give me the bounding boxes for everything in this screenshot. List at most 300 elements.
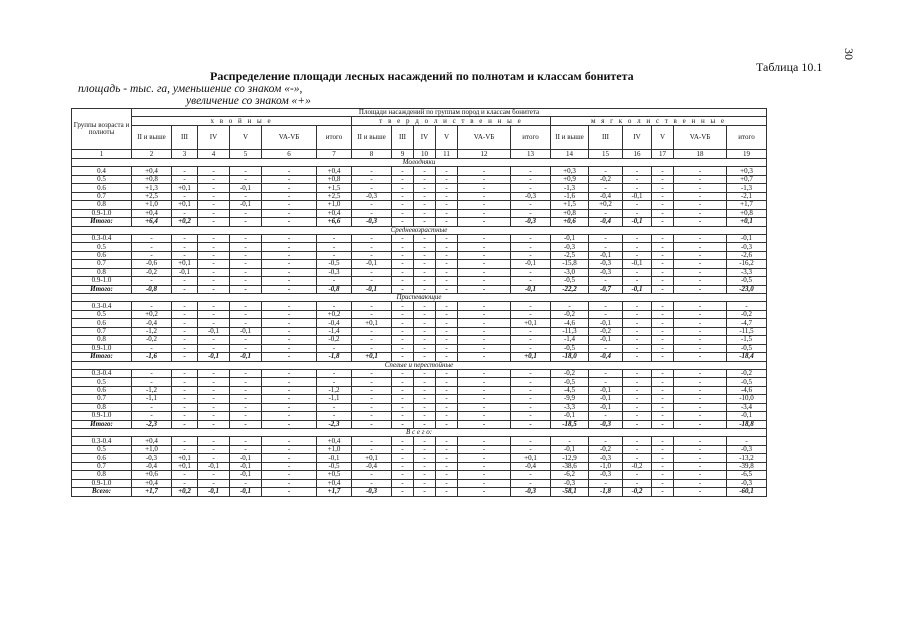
table-cell: - [198, 209, 230, 217]
total-cell: - [262, 488, 317, 496]
table-cell: - [674, 234, 727, 242]
table-cell: - [352, 445, 392, 453]
table-cell: - [652, 310, 674, 318]
table-cell: - [652, 386, 674, 394]
table-cell: - [172, 437, 198, 445]
table-cell: - [652, 167, 674, 175]
table-cell: - [674, 251, 727, 259]
table-cell: - [674, 344, 727, 352]
table-cell: +0,5 [317, 471, 352, 479]
total-cell: - [414, 353, 436, 361]
table-cell: - [317, 344, 352, 352]
row-label: 0.7 [72, 462, 132, 470]
table-cell: - [392, 471, 414, 479]
total-cell: -0,1 [352, 285, 392, 293]
table-cell: - [414, 412, 436, 420]
total-cell: - [352, 420, 392, 428]
table-cell: - [172, 344, 198, 352]
table-cell: - [674, 268, 727, 276]
table-cell: - [414, 462, 436, 470]
table-row [72, 251, 767, 259]
total-label: Итого: [72, 420, 132, 428]
table-cell: - [414, 175, 436, 183]
table-cell: - [458, 243, 511, 251]
table-cell: - [436, 462, 458, 470]
subcolumn-header: III [589, 126, 623, 150]
total-cell: +0,1 [352, 353, 392, 361]
table-cell: - [352, 386, 392, 394]
table-cell: - [132, 234, 172, 242]
table-cell: - [262, 471, 317, 479]
table-cell: - [623, 243, 652, 251]
table-cell: - [392, 437, 414, 445]
subcolumn-header: VA-VБ [458, 126, 511, 150]
table-cell: - [458, 319, 511, 327]
table-cell: - [230, 277, 262, 285]
table-cell: -0,1 [589, 251, 623, 259]
table-cell: - [172, 369, 198, 377]
table-cell: -10,0 [727, 395, 767, 403]
table-cell: - [352, 395, 392, 403]
table-cell: -9,9 [551, 395, 589, 403]
table-cell: - [392, 386, 414, 394]
table-cell: -0,1 [230, 327, 262, 335]
table-cell: - [172, 167, 198, 175]
table-cell: - [414, 336, 436, 344]
table-cell: - [230, 479, 262, 487]
table-cell: - [414, 403, 436, 411]
table-cell: - [652, 277, 674, 285]
table-cell: - [230, 319, 262, 327]
total-label: Итого: [72, 218, 132, 226]
total-cell: - [674, 218, 727, 226]
table-cell: - [623, 277, 652, 285]
table-cell: - [352, 437, 392, 445]
table-cell: - [652, 192, 674, 200]
table-cell: - [392, 454, 414, 462]
table-cell: - [589, 378, 623, 386]
table-cell: - [623, 454, 652, 462]
table-cell: - [262, 243, 317, 251]
table-cell: - [652, 209, 674, 217]
table-cell: - [198, 175, 230, 183]
table-cell: - [436, 412, 458, 420]
table-cell: -1,4 [317, 327, 352, 335]
section-header-row [72, 226, 767, 234]
total-cell: -0,3 [511, 488, 551, 496]
table-cell: - [132, 403, 172, 411]
table-cell: -0,1 [589, 395, 623, 403]
table-cell: - [511, 234, 551, 242]
table-cell: -0,1 [589, 403, 623, 411]
table-cell: - [198, 395, 230, 403]
table-row [72, 395, 767, 403]
table-cell: - [392, 201, 414, 209]
table-cell: -38,6 [551, 462, 589, 470]
table-cell: - [674, 471, 727, 479]
table-cell: - [392, 234, 414, 242]
total-cell: -0,4 [589, 218, 623, 226]
table-row [72, 268, 767, 276]
table-cell: - [172, 412, 198, 420]
table-cell: - [623, 310, 652, 318]
table-cell: -1,3 [551, 184, 589, 192]
table-cell: - [230, 209, 262, 217]
table-cell: - [652, 378, 674, 386]
table-cell: - [132, 251, 172, 259]
table-cell: - [317, 277, 352, 285]
table-cell: - [436, 336, 458, 344]
table-cell: - [623, 167, 652, 175]
table-cell: - [172, 403, 198, 411]
table-cell: - [436, 378, 458, 386]
table-cell: - [392, 319, 414, 327]
row-label: 0.8 [72, 403, 132, 411]
table-cell: - [352, 167, 392, 175]
table-cell: - [262, 344, 317, 352]
table-cell: - [458, 251, 511, 259]
table-cell: - [172, 192, 198, 200]
table-cell: - [589, 310, 623, 318]
table-cell: - [352, 336, 392, 344]
table-cell: - [317, 378, 352, 386]
table-cell: +0,1 [352, 454, 392, 462]
table-cell: - [317, 243, 352, 251]
table-cell: - [414, 378, 436, 386]
table-cell: - [511, 437, 551, 445]
total-cell: - [623, 353, 652, 361]
table-cell: - [458, 344, 511, 352]
column-number: 17 [652, 150, 674, 159]
total-cell: - [414, 488, 436, 496]
table-cell: - [262, 175, 317, 183]
table-cell: - [230, 251, 262, 259]
table-cell: - [436, 344, 458, 352]
table-cell: - [458, 454, 511, 462]
table-cell: -0,5 [551, 277, 589, 285]
table-cell: - [652, 336, 674, 344]
total-cell: - [436, 353, 458, 361]
subcolumn-header: итого [511, 126, 551, 150]
table-cell: - [172, 175, 198, 183]
table-cell: +1,7 [727, 201, 767, 209]
table-number: Таблица 10.1 [756, 60, 823, 74]
table-cell: - [198, 344, 230, 352]
table-cell: - [414, 454, 436, 462]
table-cell: - [436, 327, 458, 335]
table-cell: - [652, 175, 674, 183]
table-cell: - [511, 243, 551, 251]
table-cell: - [511, 268, 551, 276]
total-row [72, 285, 767, 293]
table-cell: - [414, 437, 436, 445]
section-name: Приспевающие [72, 294, 767, 302]
table-cell: - [230, 175, 262, 183]
forest-area-table [71, 108, 767, 497]
table-cell: - [674, 336, 727, 344]
total-cell: - [436, 488, 458, 496]
total-cell: - [414, 285, 436, 293]
total-row [72, 488, 767, 496]
table-cell: - [262, 386, 317, 394]
total-cell: - [262, 420, 317, 428]
table-cell: - [414, 167, 436, 175]
row-label: 0.7 [72, 395, 132, 403]
table-cell: +0,1 [172, 454, 198, 462]
header-softwood: м я г к о л и с т в е н н ы е [551, 117, 767, 126]
table-cell: - [674, 437, 727, 445]
total-cell: -1,8 [589, 488, 623, 496]
header-groups: Группы возраста и полноты [72, 109, 132, 150]
total-cell: -1,8 [317, 353, 352, 361]
table-cell: -11,5 [727, 327, 767, 335]
table-cell: - [262, 445, 317, 453]
table-cell: - [352, 403, 392, 411]
table-cell: -4,6 [727, 386, 767, 394]
table-cell: - [262, 277, 317, 285]
total-cell: +0,2 [172, 218, 198, 226]
total-cell: -22,2 [551, 285, 589, 293]
table-cell: - [172, 336, 198, 344]
table-cell: -0,3 [727, 445, 767, 453]
total-cell: - [674, 353, 727, 361]
column-number: 18 [674, 150, 727, 159]
row-label: 0.9-1.0 [72, 479, 132, 487]
table-cell: - [352, 344, 392, 352]
table-cell: - [230, 386, 262, 394]
table-cell: -0,5 [727, 344, 767, 352]
table-cell: - [392, 395, 414, 403]
table-cell: - [172, 319, 198, 327]
table-cell: - [352, 479, 392, 487]
row-label: 0.5 [72, 310, 132, 318]
table-cell: +0,1 [172, 184, 198, 192]
table-cell: - [436, 454, 458, 462]
total-cell: - [436, 420, 458, 428]
table-cell: - [674, 378, 727, 386]
row-label: 0.3-0.4 [72, 369, 132, 377]
table-cell: - [132, 378, 172, 386]
table-cell: +0,6 [132, 471, 172, 479]
table-cell: -1,6 [551, 192, 589, 200]
subcolumn-header: II и выше [352, 126, 392, 150]
table-cell: - [262, 167, 317, 175]
table-cell: - [623, 302, 652, 310]
table-cell: -0,2 [551, 310, 589, 318]
table-cell: - [230, 302, 262, 310]
total-row [72, 420, 767, 428]
table-cell: - [436, 319, 458, 327]
row-label: 0.9-1.0 [72, 344, 132, 352]
units-note-line1: площадь - тыс. га, уменьшение со знаком «-», [78, 83, 303, 95]
column-number: 1 [72, 150, 132, 159]
table-cell: - [198, 319, 230, 327]
table-cell: - [436, 184, 458, 192]
table-cell: -0,1 [230, 462, 262, 470]
table-cell: - [589, 302, 623, 310]
table-cell: +0,1 [511, 319, 551, 327]
table-row [72, 319, 767, 327]
table-cell: - [414, 344, 436, 352]
table-row [72, 471, 767, 479]
table-cell: -15,8 [551, 260, 589, 268]
table-cell: +0,1 [172, 201, 198, 209]
table-cell: - [198, 260, 230, 268]
table-cell: - [674, 319, 727, 327]
table-cell: - [262, 327, 317, 335]
column-number: 15 [589, 150, 623, 159]
table-cell: +0,4 [317, 437, 352, 445]
table-cell: - [392, 167, 414, 175]
table-cell: - [511, 336, 551, 344]
total-cell: -0,3 [352, 488, 392, 496]
row-label: 0.9-1.0 [72, 277, 132, 285]
table-cell: -3,4 [727, 403, 767, 411]
table-cell: - [230, 344, 262, 352]
table-cell: - [414, 319, 436, 327]
table-cell: -0,3 [589, 454, 623, 462]
table-cell: - [652, 251, 674, 259]
total-cell: -0,8 [317, 285, 352, 293]
table-cell: - [132, 369, 172, 377]
table-cell: - [172, 395, 198, 403]
table-cell: -0,5 [727, 378, 767, 386]
column-number: 13 [511, 150, 551, 159]
table-cell: - [623, 336, 652, 344]
table-cell: +0,2 [589, 201, 623, 209]
total-cell: -0,3 [511, 218, 551, 226]
table-cell: - [262, 403, 317, 411]
table-cell: - [511, 395, 551, 403]
table-cell: +0,7 [727, 175, 767, 183]
table-cell: - [436, 167, 458, 175]
table-cell: - [674, 310, 727, 318]
table-cell: - [172, 251, 198, 259]
table-cell: - [652, 395, 674, 403]
table-cell: - [589, 167, 623, 175]
table-cell: - [392, 462, 414, 470]
row-label: 0.6 [72, 454, 132, 462]
table-row [72, 192, 767, 200]
table-cell: - [392, 209, 414, 217]
subcolumn-header: II и выше [132, 126, 172, 150]
table-cell: - [352, 243, 392, 251]
table-cell: - [436, 395, 458, 403]
header-hardwood: т в е р д о л и с т в е н н ы е [352, 117, 551, 126]
total-cell: +1,7 [317, 488, 352, 496]
table-row [72, 184, 767, 192]
table-cell: - [623, 403, 652, 411]
table-cell: - [589, 243, 623, 251]
table-cell: - [262, 454, 317, 462]
table-cell: - [589, 437, 623, 445]
table-cell: - [230, 403, 262, 411]
table-cell: - [230, 192, 262, 200]
units-note-line2: увеличение со знаком «+» [186, 95, 311, 107]
table-cell: - [392, 445, 414, 453]
table-cell: - [674, 479, 727, 487]
table-cell: - [317, 369, 352, 377]
total-cell: - [230, 420, 262, 428]
table-cell: - [511, 302, 551, 310]
table-cell: - [317, 251, 352, 259]
table-cell: -0,1 [551, 445, 589, 453]
table-cell: - [392, 403, 414, 411]
table-cell: - [623, 386, 652, 394]
table-cell: - [198, 369, 230, 377]
table-cell: +0,4 [317, 479, 352, 487]
column-number: 4 [198, 150, 230, 159]
table-cell: - [458, 369, 511, 377]
table-cell: - [132, 277, 172, 285]
table-cell: -0,4 [352, 462, 392, 470]
total-cell: -0,1 [198, 488, 230, 496]
table-cell: - [198, 445, 230, 453]
table-cell: +0,4 [317, 167, 352, 175]
table-cell: - [132, 302, 172, 310]
table-cell: - [511, 277, 551, 285]
column-number: 6 [262, 150, 317, 159]
table-cell: -4,5 [551, 386, 589, 394]
table-row [72, 412, 767, 420]
table-cell: - [458, 479, 511, 487]
table-title: Распределение площади лесных насаждений по полнотам и классам бонитета [210, 69, 634, 83]
table-cell: - [436, 277, 458, 285]
table-cell: - [392, 344, 414, 352]
table-cell: - [414, 209, 436, 217]
table-cell: - [458, 192, 511, 200]
table-cell: -0,3 [132, 454, 172, 462]
table-cell: -1,5 [727, 336, 767, 344]
table-cell: - [262, 369, 317, 377]
table-cell: - [436, 310, 458, 318]
table-cell: - [652, 445, 674, 453]
table-row [72, 454, 767, 462]
table-cell: - [674, 302, 727, 310]
table-cell: - [198, 412, 230, 420]
table-cell: - [172, 378, 198, 386]
table-cell: -0,1 [623, 260, 652, 268]
table-cell: - [352, 310, 392, 318]
table-cell: - [392, 369, 414, 377]
table-cell: - [172, 310, 198, 318]
total-cell: - [458, 420, 511, 428]
table-cell: - [436, 471, 458, 479]
table-cell: - [511, 369, 551, 377]
total-cell: - [458, 488, 511, 496]
table-row [72, 344, 767, 352]
table-cell: -0,1 [230, 184, 262, 192]
table-cell: - [198, 454, 230, 462]
total-cell: - [392, 218, 414, 226]
table-cell: - [392, 243, 414, 251]
table-cell: - [458, 336, 511, 344]
total-cell: -0,4 [589, 353, 623, 361]
section-header-row [72, 159, 767, 167]
column-number: 7 [317, 150, 352, 159]
table-cell: - [436, 209, 458, 217]
table-cell: - [392, 310, 414, 318]
table-cell: -0,4 [132, 319, 172, 327]
table-cell: - [392, 412, 414, 420]
table-cell: - [414, 327, 436, 335]
table-cell: - [623, 268, 652, 276]
row-label: 0.5 [72, 175, 132, 183]
table-cell: -0,4 [589, 192, 623, 200]
table-cell: - [414, 184, 436, 192]
table-cell: - [458, 471, 511, 479]
table-row [72, 260, 767, 268]
